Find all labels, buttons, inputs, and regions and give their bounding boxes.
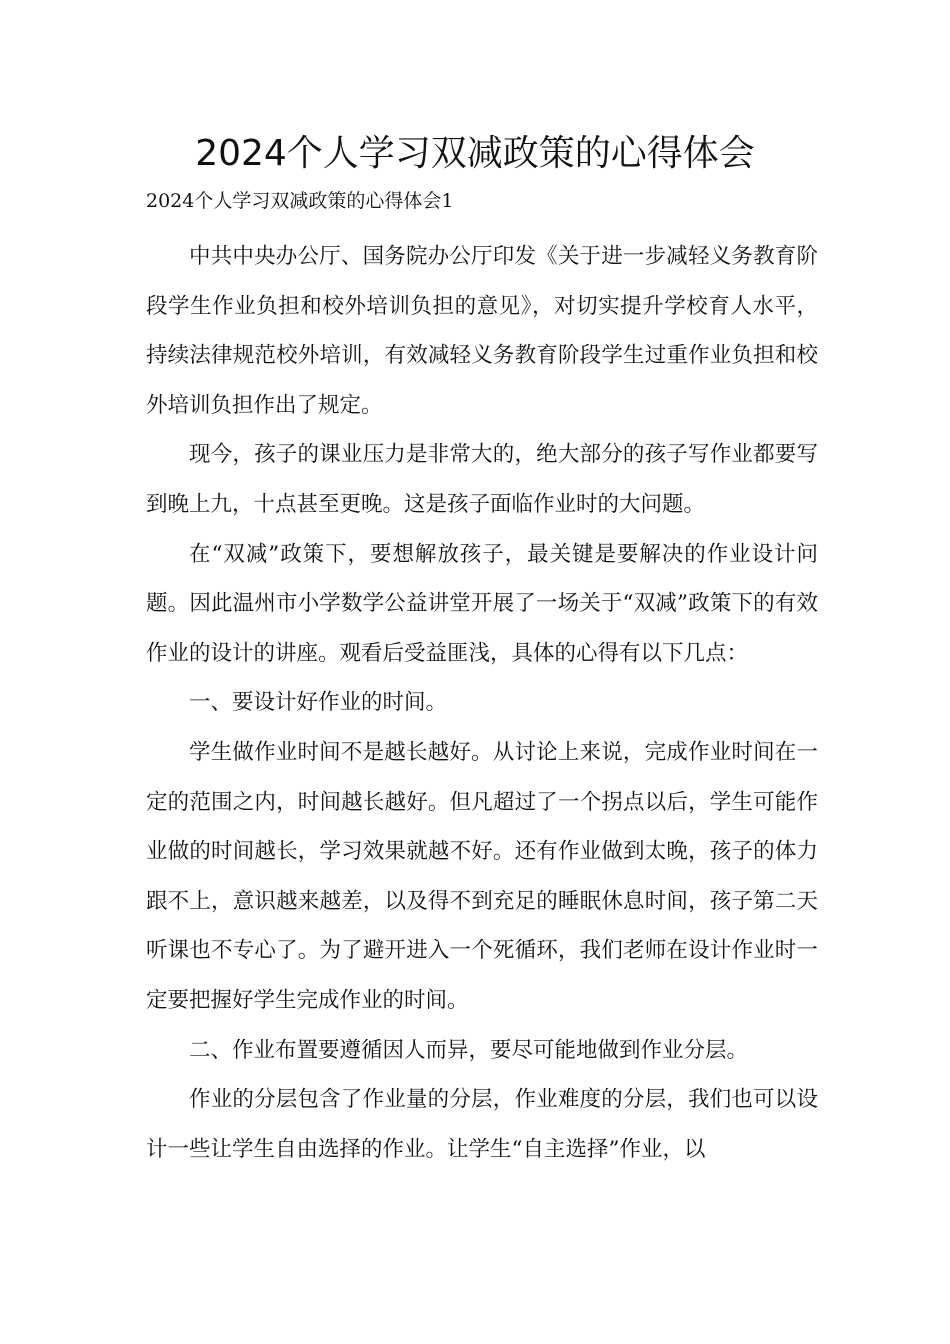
paragraph-heading-1: 一、要设计好作业的时间。 [189, 690, 448, 716]
paragraph-heading-2: 二、作业布置要遵循因人而异，要尽可能地做到作业分层。 [189, 1037, 749, 1063]
document-title: 2024个人学习双减政策的心得体会 [195, 133, 755, 174]
paragraph-3: 在“双减”政策下，要想解放孩子，最关键是要解决的作业设计问题。因此温州市小学数学公益讲堂开展了一场关于“双减”政策下的有效作业的设计的讲座。观看后受益匪浅，具体的心得有以下几点： [146, 541, 818, 666]
paragraph-4: 学生做作业时间不是越长越好。从讨论上来说，完成作业时间在一定的范围之内，时间越长越好。但凡超过了一个拐点以后，学生可能作业做的时间越长，学习效果就越不好。还有作业做到太晚，孩子的体力跟不上，意识越来越差，以及得不到充足的睡眠休息时间，孩子第二天听课也不专心了。为了避开进入一个死循环，我们老师在设计作业时一定要把握好学生完成作业的时间。 [146, 739, 818, 1013]
paragraph-2: 现今，孩子的课业压力是非常大的，绝大部分的孩子写作业都要写到晚上九，十点甚至更晚。这是孩子面临作业时的大问题。 [146, 442, 818, 517]
document-body [146, 232, 818, 1174]
section-heading: 2024个人学习双减政策的心得体会1 [146, 190, 454, 212]
paragraph-1: 中共中央办公厅、国务院办公厅印发《关于进一步减轻义务教育阶段学生作业负担和校外培训负担的意见》，对切实提升学校育人水平，持续法律规范校外培训，有效减轻义务教育阶段学生过重作业负担和校外培训负担作出了规定。 [146, 244, 818, 418]
paragraph-5: 作业的分层包含了作业量的分层，作业难度的分层，我们也可以设计一些让学生自由选择的作业。让学生“自主选择”作业，以 [146, 1087, 818, 1162]
